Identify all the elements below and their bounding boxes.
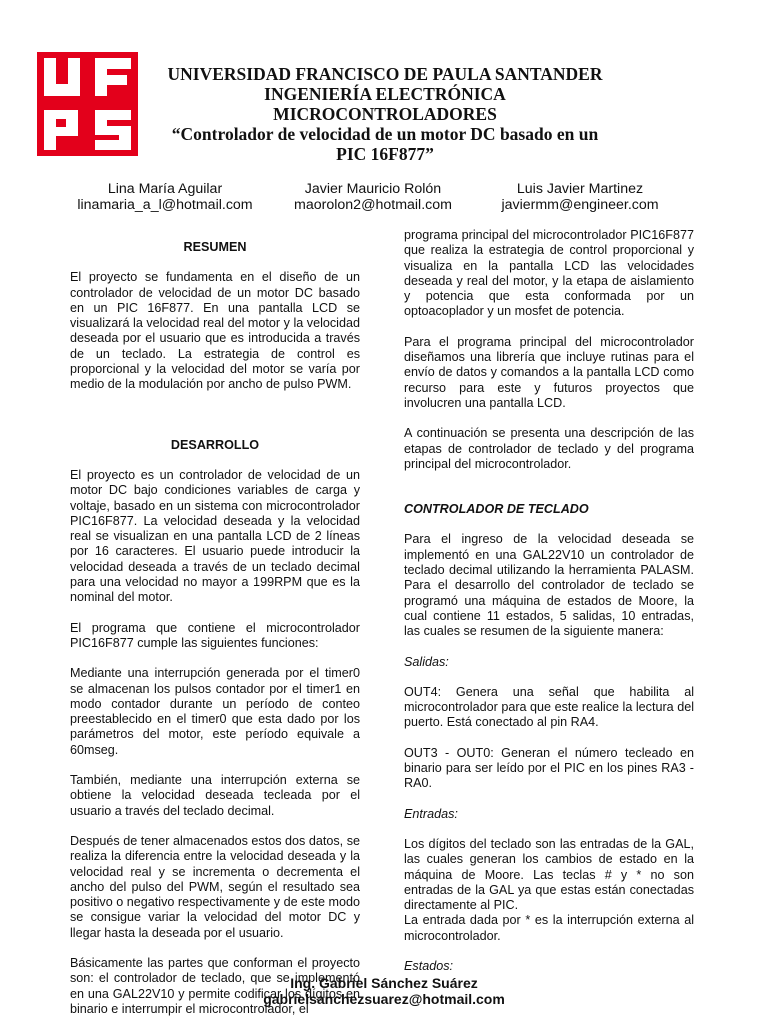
right-paragraph-6: OUT3 - OUT0: Generan el número tecleado en binario para ser leído por el PIC en los pines RA3 - RA0. <box>404 745 694 791</box>
author-2 <box>263 181 483 213</box>
estados-label: Estados: <box>404 958 454 973</box>
author-2-name: Javier Mauricio Rolón <box>304 181 442 197</box>
author-1-email[interactable]: linamaria_a_l@hotmail.com <box>77 197 253 213</box>
author-3 <box>470 181 690 213</box>
right-paragraph-1: programa principal del microcontrolador PIC16F877 que realiza la estrategia de control proporcional y visualiza en la pantalla LCD las velocidades deseada y real del motor, y la etapa de aislamiento y potencia que esta conformada por un optoacoplador y un mosfet de potencia. <box>404 228 694 319</box>
author-1-name: Lina María Aguilar <box>107 181 223 197</box>
right-paragraph-4: Para el ingreso de la velocidad deseada se implementó en una GAL22V10 un controlador de teclado decimal utilizando la herramienta PALASM. Para el desarrollo del controlador de teclado se programó una máquina de estados de Moore, la cual contiene 11 estados, 5 salidas, 10 entradas, las cuales se resumen de la siguiente manera: <box>404 532 694 639</box>
course-name: MICROCONTROLADORES <box>273 104 497 124</box>
left-column <box>70 240 360 1017</box>
desarrollo-paragraph-3: Mediante una interrupción generada por el timer0 se almacenan los pulsos contador por el timer1 en modo contador durante un período de conteo preestablecido en el timer0 que esta dado por los parámetros del motor, este período equivale a 60mseg. <box>70 666 360 757</box>
author-2-email[interactable]: maorolon2@hotmail.com <box>294 197 452 213</box>
footer-email[interactable]: gabrielsanchezsuarez@hotmail.com <box>263 991 505 1007</box>
desarrollo-heading: DESARROLLO <box>170 437 260 452</box>
university-name: UNIVERSIDAD FRANCISCO DE PAULA SANTANDER <box>167 64 603 84</box>
desarrollo-paragraph-6: Básicamente las partes que conforman el proyecto son: el controlador de teclado, que se implementó en una GAL22V10 y permite codificar los dígitos en binario e interrumpir el microcontrolador, el <box>70 955 360 1016</box>
right-paragraph-3: A continuación se presenta una descripción de las etapas de controlador de teclado y del programa principal del microcontrolador. <box>404 426 694 471</box>
author-1 <box>55 181 275 213</box>
right-paragraph-2: Para el programa principal del microcontrolador diseñamos una librería que incluye rutinas para el envío de datos y comandos a la pantalla LCD como recurso para este y futuros proyectos que involucren una pantalla LCD. <box>404 334 694 410</box>
controlador-heading: CONTROLADOR DE TECLADO <box>404 502 589 517</box>
desarrollo-paragraph-5: Después de tener almacenados estos dos datos, se realiza la diferencia entre la velocidad deseada y la velocidad real y se incrementa o decrementa el ancho del pulso del PWM, según el resultado sea positivo o negativo respectivamente y de este modo se consigue variar la velocidad del motor DC y llegar hasta la deseada por el usuario. <box>70 833 360 940</box>
resumen-heading: RESUMEN <box>183 240 247 254</box>
right-paragraph-7a: Los dígitos del teclado son las entradas de la GAL, las cuales generan los cambios de estado en la máquina de Moore. Las teclas # y * no son entradas de la GAL ya que estas están conectadas directamente al PIC. <box>404 836 694 913</box>
resumen-paragraph: El proyecto se fundamenta en el diseño de un controlador de velocidad de un motor DC basado en un PIC 16F877. En una pantalla LCD se visualizará la velocidad real del motor y la velocidad deseada por el usuario que es introducida a través de un teclado. La estrategia de control es proporcional y la velocidad del motor se varía por medio de la modulación por ancho de pulso PWM. <box>70 270 360 392</box>
desarrollo-paragraph-4: También, mediante una interrupción externa se obtiene la velocidad deseada tecleada por el usuario a través del teclado decimal. <box>70 773 360 818</box>
paper-title-line1: “Controlador de velocidad de un motor DC basado en un <box>171 124 599 144</box>
right-paragraph-7b: La entrada dada por * es la interrupción externa al microcontrolador. <box>404 913 694 943</box>
right-paragraph-5: OUT4: Genera una señal que habilita al microcontrolador para que este realice la lectura del puerto. Está conectado al pin RA4. <box>404 684 694 730</box>
salidas-label: Salidas: <box>404 654 449 669</box>
desarrollo-paragraph-1: El proyecto es un controlador de velocidad de un motor DC bajo condiciones variables de carga y voltaje, basado en un sistema con microcontrolador PIC16F877. La velocidad deseada y la velocidad real se visualizan en una pantalla LCD de 2 líneas por 16 caracteres. El usuario puede introducir la velocidad deseada a través de un teclado decimal para una velocidad no mayor a 199RPM que es la nominal del motor. <box>70 467 360 605</box>
ufps-logo <box>37 52 138 156</box>
footer-name: Ing. Gabriel Sánchez Suárez <box>290 975 478 991</box>
entradas-label: Entradas: <box>404 806 458 821</box>
program-name: INGENIERÍA ELECTRÓNICA <box>264 84 506 104</box>
paper-title-line2: PIC 16F877” <box>336 144 434 164</box>
author-3-email[interactable]: javiermm@engineer.com <box>501 197 659 213</box>
desarrollo-paragraph-2: El programa que contiene el microcontrolador PIC16F877 cumple las siguientes funciones: <box>70 620 360 650</box>
right-column <box>404 228 694 974</box>
author-3-name: Luis Javier Martinez <box>516 181 644 197</box>
